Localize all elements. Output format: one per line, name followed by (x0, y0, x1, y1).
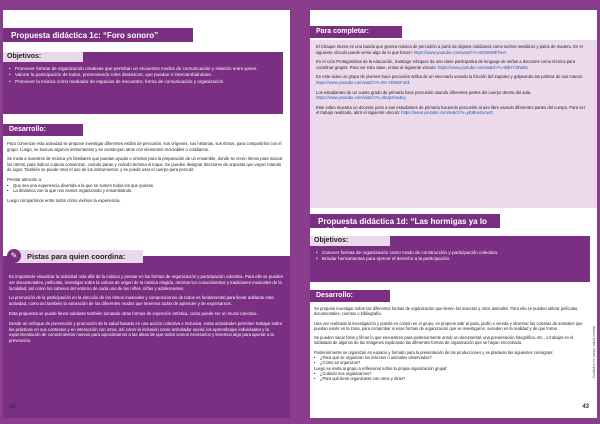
objetivos-list (9, 66, 277, 85)
list-item: • ¿Cuándo nos organizamos? (320, 371, 584, 376)
list-item: • ¿Para qué se organizan los insectos o animales observados? (320, 355, 584, 360)
objetivos-heading-2: Objetivos: (310, 236, 390, 246)
paragraph: Prestar atención a: (7, 176, 43, 182)
video-link[interactable]: https://www.youtube.com/watch?v=yEiBrwSxcwO (401, 110, 494, 116)
paragraph: Se propone investigar sobre las diferentes formas de organización que tienen los insectos y otros animales. Para ello se pueden utilizar películas, documentales, cuentos o bibliografía. (314, 306, 579, 317)
question-list-2 (314, 371, 584, 382)
desarrollo-heading-2: Desarrollo: (310, 290, 390, 302)
pistas-panel (3, 256, 290, 418)
paragraph: Posteriormente se organizan en espacio y formato para la presentación de las producciones y se plantean las siguientes consignas: (314, 349, 554, 355)
proposal-title-2: Propuesta didáctica 1d: “Las hormigas ya lo sabían” (310, 214, 500, 228)
list-item: • ¿Para qué tiene organizarse con otros y otras? (320, 376, 584, 381)
video-link[interactable]: https://www.youtube.com/watch?v=t6jfHYJ5WBc (437, 64, 529, 70)
pencil-icon: ✎ (7, 249, 21, 263)
list-item: • Conocer formas de organización como modo de construcción y participación colectiva. (322, 250, 584, 256)
completar-heading: Para completar: (310, 26, 402, 38)
paragraph: La promoción de la participación en la elección de los ritmos musicales y composiciones de todos es fundamental para llevar adelante esta actividad, como así también la valoración de los diferentes modos que tenemos todos de aprender y de expresarnos. (9, 295, 274, 307)
list-item: • Promover la música como mediador de espacios de encuentro, forma de comunicación y organización. (15, 79, 277, 85)
list-item: • Brindar herramientas para ejercer el derecho a la participación. (322, 256, 584, 262)
objetivos-list-2 (316, 250, 584, 262)
paragraph: Luego se invita al grupo a reflexionar sobre la propia organización grupal: (314, 365, 448, 371)
paragraph: Luego compartimos entre todos cómo vivimos la experiencia. (7, 197, 121, 203)
objetivos-box (3, 52, 283, 114)
paragraph: Esta propuesta se puede llevar adelante también tomando otras formas de expresión artística, como puede ser un mural colectivo. (9, 310, 258, 316)
objetivos-box-2 (310, 236, 590, 282)
desarrollo-text (7, 141, 283, 207)
page-number: 43 (582, 404, 589, 410)
question-list-1 (314, 355, 584, 366)
paragraph: Es importante visualizar la actividad más allá de la música y pensar en las formas de organización y participación colectiva. Para ello se pueden ver documentales, películas, investigar sobre la cultura de origen de la música elegida, retomar los conocimientos y tradiciones musicales de la localidad, así como los saberes del entorno de cada uno de los niños, niñas y adolescentes. (9, 274, 284, 291)
paragraph: El Chaque ritumo es una banda que genera música de percusión a partir de objetos cotidianos como tachos metálicos y palos de madera. En el siguiente vínculo puede verse algo de lo que hacen: (316, 44, 583, 55)
paragraph: Se pueden sacar fotos y filmar lo que encuentren para posteriormente armar un documental, una presentación fotográfica, etc., o trabajar en el sublatado de algunos de las imágenes explicando las diferentes formas de organización que se hayan encontrado. (314, 335, 574, 346)
paragraph: Una vez realizada la investigación y puesta en común en el grupo, se propone salir al patio, jardín o vereda y observar las colonias de animales que puedan existir en la zona, para comprobar si esas formas de organización que se investigaron, suceden en la realidad y de qué forma. (314, 320, 583, 331)
right-page (310, 10, 597, 418)
attention-list (7, 183, 283, 194)
side-label: Cuidados en juego, salud mental (592, 325, 596, 378)
desarrollo-text-2 (314, 306, 584, 382)
proposal-title: Propuesta didáctica 1c: “Foro sonoro” (3, 28, 193, 42)
completar-text (316, 44, 588, 120)
video-link[interactable]: https://www.youtube.com/watch?v=DOIWKBiTiwA (413, 49, 507, 55)
desarrollo-heading: Desarrollo: (3, 124, 83, 136)
paragraph: Este video muestra un docente junto a sus estudiantes de primaria haciendo percusión al aire libre usando diferentes partes del cuerpo. Para ver el trabajo realizado, abrir el siguiente vínculo: (316, 104, 586, 116)
paragraph: Desde un enfoque de prevención y promoción de la salud basado en una acción colectiva e inclusiva, estas actividades permiten trabajar sobre las prácticas en sus contextos y en interacción con otros, así como la inclusión como articulador social, los aprendizajes individuales y la experimentación de conocimientos nuevos para aproximarnos a las ideas de que todos somos necesarios y tenemos algo para aportar a la prevención. (9, 320, 283, 344)
paragraph: En este video un grupo de jóvenes hace percusión arriba de un escenario usando la fricción del zapateo y golpeando las palmas de sus manos: (316, 74, 584, 80)
paragraph: Para comenzar esta actividad se propone investigar diferentes estilos de percusión, sus orígenes, sus historias, sus ritmos, para compartirlos con el grupo. Luego, se buscan algunos instrumentos y se construyen otros con elementos reciclables o cotidianos. (7, 141, 282, 152)
page-number: 42 (9, 404, 16, 410)
list-item: • La dinámica con la que nos vamos organizando y ensamblando. (13, 188, 283, 194)
pistas-heading: Pistas para quien coordina: (13, 250, 143, 263)
paragraph: Se invita a maestros de música y/o familiares que puedan ayudar o orientar para la preparación de un ensamble, donde se creen ritmos para marcar los ritmos, para indicar cuándo comienzan, cuándo paran y cuándo termina el toque. Se pueden designar directores de orquesta que vayan rotando de lugar. También se puede rotar el uso de los instrumentos, y se puede usar el cuerpo para percutir. (7, 156, 283, 173)
video-link[interactable]: https://www.youtube.com/watch?v=EK-zDNsrFaSk (316, 79, 410, 85)
list-item: • Valorar la participación de todos, promoviendo roles dinámicos, que puedan ir intercambiándose. (15, 72, 277, 78)
objetivos-heading: Objetivos: (3, 52, 83, 62)
paragraph: En el ciclo Protagonistas de la educación, Santiago Vázquez da una clase participativa de lenguaje de señas a docentes como técnica para coordinar grupos. Para ver esta clase, entrar al siguiente vínculo: (316, 59, 576, 70)
left-page (3, 10, 290, 418)
list-item: • Promover formas de organización creativas que permitan un encuentro modos de comunicación y relación entre pares. (15, 66, 277, 72)
video-link[interactable]: https://www.youtube.com/watch?v=4kUp2nw4ey (316, 95, 406, 101)
list-item: • Que sea una experiencia divertida a la que se sumen todos los que quieran. (13, 183, 283, 189)
list-item: • ¿Cómo se organizan? (320, 360, 584, 365)
paragraph: Los estudiantes de un cuarto grado de primaria hace percusión usando diferentes partes del cuerpo dentro del aula (316, 89, 531, 95)
